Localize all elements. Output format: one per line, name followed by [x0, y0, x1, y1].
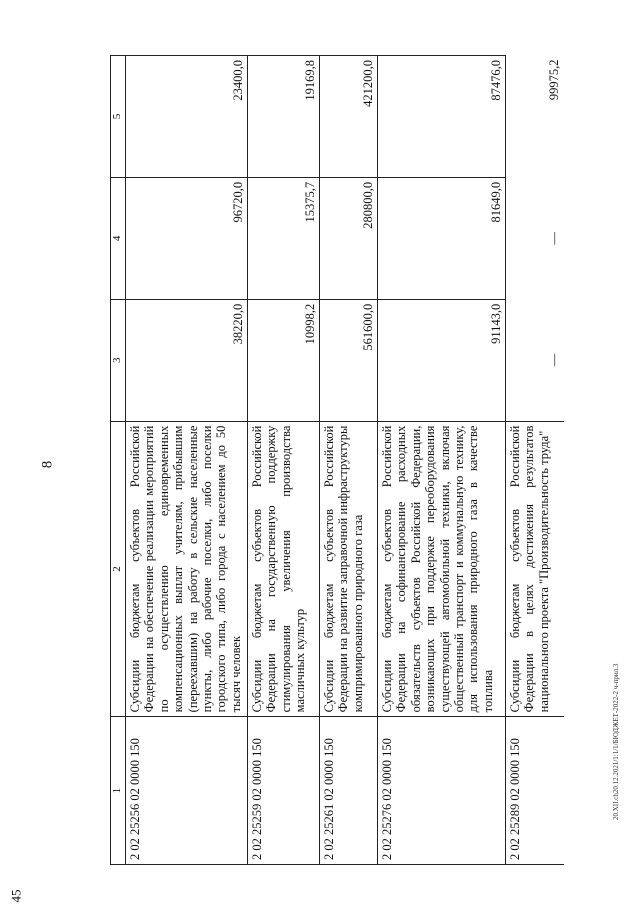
table-row	[378, 56, 506, 865]
budget-table	[110, 55, 564, 865]
row-value-5: 87476,0	[378, 56, 506, 178]
row-value-3: 91143,0	[378, 299, 506, 421]
row-name: Субсидии бюджетам субъектов Российской Федерации на развитие заправочной инфраструктуры компримированного природного газа	[320, 421, 378, 717]
row-value-5: 99975,2	[547, 59, 562, 101]
row-value-3: 10998,2	[248, 299, 320, 421]
side-note: 20.XII.ch20.12.2021/1:1/1/БЮДЖЕТ-2022-2 ч-прил.3	[612, 663, 620, 820]
col-header-1: 1	[111, 717, 126, 865]
row-value-4: 280800,0	[320, 177, 378, 299]
row-value-5: 23400,0	[126, 56, 248, 178]
table-row	[248, 56, 320, 865]
col-header-2: 2	[111, 421, 126, 717]
header-row	[111, 56, 126, 865]
row-name: Субсидии бюджетам субъектов Российской Федерации в целях достижения результатов национального проекта "Производительность труда"	[506, 421, 564, 717]
row-code: 2 02 25276 02 0000 150	[378, 717, 506, 865]
page-number: 8	[39, 460, 56, 469]
row-value-5: 421200,0	[320, 56, 378, 178]
row-code: 2 02 25256 02 0000 150	[126, 717, 248, 865]
rotated-table-wrapper	[110, 55, 580, 865]
row-name: Субсидии бюджетам субъектов Российской Федерации на софинансирование расходных обязательств субъектов Российской Федерации, возникающих при поддержке переоборудования существующей автомобильной техники, включая общественный транспорт и коммунальную технику, для использования природного газа в качестве топлива	[378, 421, 506, 717]
row-value-3: —	[547, 353, 562, 367]
row-value-5: 19169,8	[248, 56, 320, 178]
row-value-4: —	[547, 232, 562, 245]
row-value-3: 38220,0	[126, 299, 248, 421]
table-row	[320, 56, 378, 865]
col-header-4: 4	[111, 177, 126, 299]
row-code: 2 02 25261 02 0000 150	[320, 717, 378, 865]
row-name: Субсидии бюджетам субъектов Российской Федерации на обеспечение реализации мероприятий по осуществлению единовременных компенсационных выплат учителям, прибывшим (переехавшим) на работу в сельские населенные пункты, либо рабочие поселки, либо поселки городского типа, либо города с населением до 50 тысяч человек	[126, 421, 248, 717]
row-code: 2 02 25289 02 0000 150	[506, 717, 564, 865]
row-name: Субсидии бюджетам субъектов Российской Федерации на государственную поддержку стимулирования увеличения производства масличных культур	[248, 421, 320, 717]
table-row	[126, 56, 248, 865]
row-value-4: 15375,7	[248, 177, 320, 299]
row-value-4: 96720,0	[126, 177, 248, 299]
table-row	[506, 56, 564, 865]
col-header-3: 3	[111, 299, 126, 421]
row-value-3: 561600,0	[320, 299, 378, 421]
row-code: 2 02 25259 02 0000 150	[248, 717, 320, 865]
row-value-4: 81649,0	[378, 177, 506, 299]
footer-number: 45	[8, 889, 24, 903]
col-header-5: 5	[111, 56, 126, 178]
